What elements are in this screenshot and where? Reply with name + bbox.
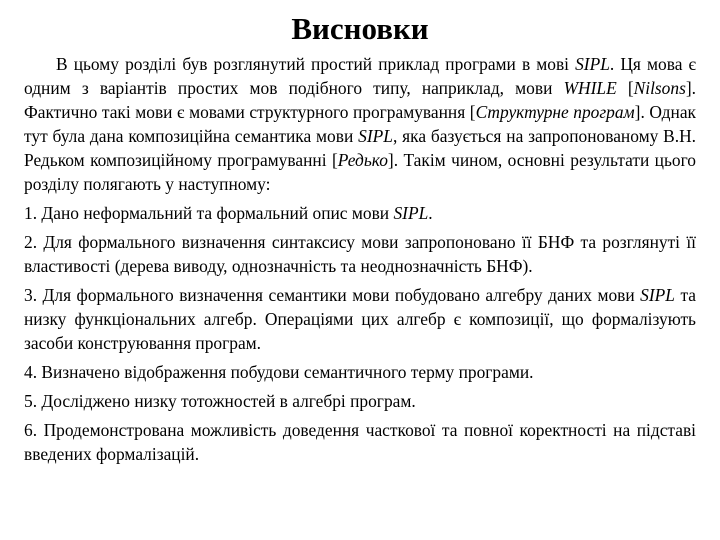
text-segment: ]. Фактично такі мови є мовами структурного програмування [: [24, 78, 696, 122]
text-segment: 4. Визначено відображення побудови семантичного терму програми.: [24, 362, 534, 382]
text-segment: В цьому розділі був розглянутий простий приклад програми в мові: [56, 54, 576, 74]
text-segment: ]. Такім чином, основні результати цього розділу полягають у наступному:: [24, 150, 697, 194]
page-title: Висновки: [291, 11, 429, 46]
text-segment: 3. Для формального визначення семантики мови побудовано алгебру даних мови: [24, 285, 641, 305]
intro-paragraph: [24, 52, 696, 196]
text-segment: ]. Однак тут була дана композиційна семантика мови: [24, 102, 697, 146]
list-item-3: [24, 283, 696, 355]
text-segment: .: [428, 203, 433, 223]
text-segment: 6. Продемонстрована можливість доведення часткової та повної коректності на підставі введених формалізацій.: [24, 420, 696, 464]
list-item-2: [24, 230, 696, 278]
text-segment: та низку функціональних алгебр. Операціями цих алгебр є композиції, що формалізують засоби конструювання програм.: [24, 285, 696, 353]
text-segment: SIPL: [575, 54, 610, 74]
list-item-5: [24, 389, 696, 413]
text-segment: WHILE: [563, 78, 617, 98]
text-segment: [: [616, 78, 634, 98]
text-segment: 1. Дано неформальний та формальний опис мови: [24, 203, 394, 223]
text-segment: , яка базується на запропонованому В.Н. Редьком композиційному програмуванні [: [24, 126, 696, 170]
text-segment: 2. Для формального визначення синтаксису мови запропоновано її БНФ та розглянуті її властивості (дерева виводу, однозначність та неоднозначність БНФ).: [24, 232, 696, 276]
list-item-6: [24, 418, 696, 466]
text-segment: 5. Досліджено низку тотожностей в алгебрі програм.: [24, 391, 416, 411]
text-segment: SIPL: [393, 203, 429, 223]
text-segment: SIPL: [358, 126, 393, 146]
text-segment: Структурне програм: [475, 102, 635, 122]
list-item-4: [24, 360, 696, 384]
text-segment: Редько: [337, 150, 388, 170]
text-segment: SIPL: [640, 285, 675, 305]
list-item-1: [24, 201, 696, 225]
text-segment: Nilsons: [633, 78, 686, 98]
text-segment: . Ця мова є одним з варіантів простих мов подібного типу, наприклад, мови: [24, 54, 696, 98]
